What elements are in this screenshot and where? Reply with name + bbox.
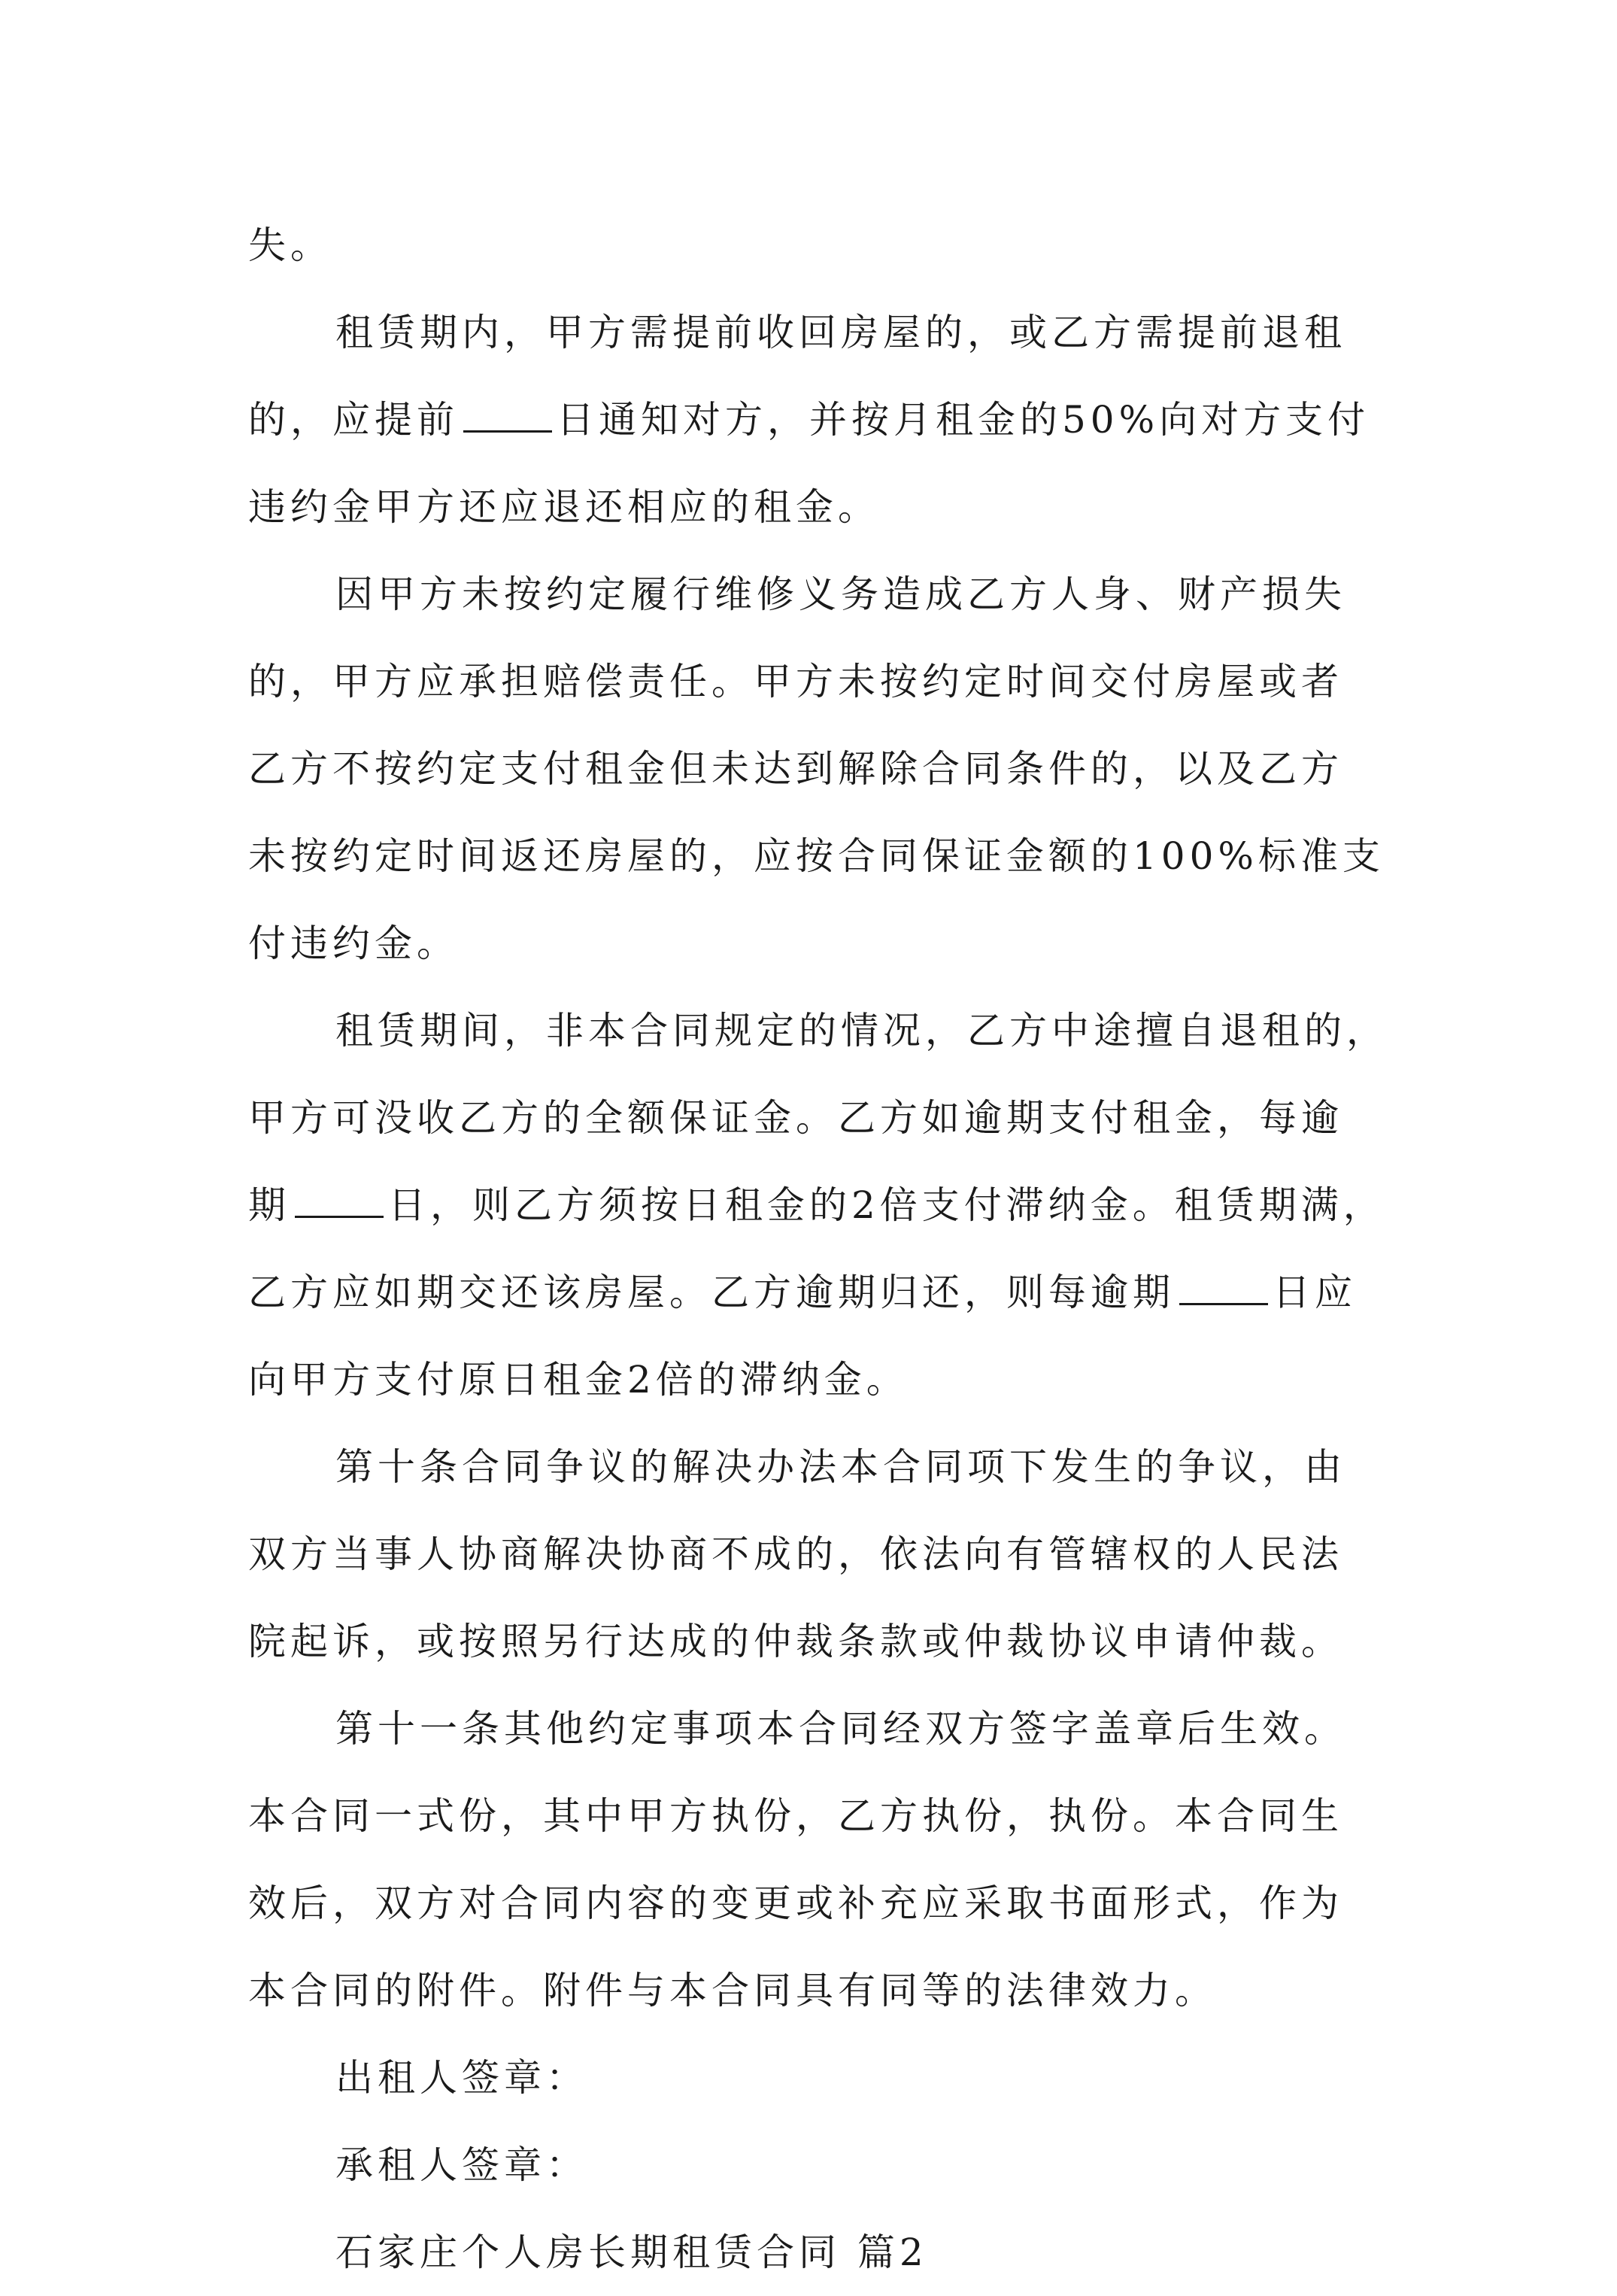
lessor-signature-label: 出租人签章： bbox=[335, 2056, 588, 2100]
paragraph-line: 未按约定时间返还房屋的，应按合同保证金额的100%标准支 bbox=[248, 834, 1385, 878]
paragraph-line: 违约金甲方还应退还相应的租金。 bbox=[248, 485, 880, 529]
paragraph-line: 双方当事人协商解决协商不成的，依法向有管辖权的人民法 bbox=[248, 1532, 1343, 1576]
paragraph-line bbox=[248, 1249, 1391, 1336]
paragraph-line bbox=[248, 376, 1391, 463]
paragraph-line: 本合同的附件。附件与本合同具有同等的法律效力。 bbox=[248, 1969, 1217, 2012]
paragraph-line: 第十条合同争议的解决办法本合同项下发生的争议，由 bbox=[335, 1445, 1346, 1489]
paragraph-line: 本合同一式份，其中甲方执份，乙方执份，执份。本合同生 bbox=[248, 1794, 1343, 1838]
paragraph-line: 乙方不按约定支付租金但未达到解除合同条件的，以及乙方 bbox=[248, 747, 1343, 791]
paragraph-line: 因甲方未按约定履行维修义务造成乙方人身、财产损失 bbox=[335, 572, 1346, 616]
paragraph-line: 付违约金。 bbox=[248, 922, 459, 965]
line-text: 的，应提前 bbox=[248, 398, 459, 442]
line-text: 期 bbox=[248, 1183, 290, 1227]
paragraph-line: 第十一条其他约定事项本合同经双方签字盖章后生效。 bbox=[335, 1707, 1346, 1751]
line-text: 日应 bbox=[1273, 1271, 1357, 1314]
fill-in-blank bbox=[295, 1213, 384, 1218]
line-text: 日，则乙方须按日租金的2倍支付滞纳金。租赁期满， bbox=[388, 1183, 1385, 1227]
paragraph-line: 失。 bbox=[248, 223, 332, 267]
lessee-signature-label: 承租人签章： bbox=[335, 2143, 588, 2187]
fill-in-blank bbox=[463, 427, 552, 433]
paragraph-line: 效后，双方对合同内容的变更或补充应采取书面形式，作为 bbox=[248, 1881, 1343, 1925]
document-body bbox=[248, 202, 1391, 2296]
section-title: 石家庄个人房长期租赁合同 篇2 bbox=[335, 2231, 928, 2274]
line-text: 乙方应如期交还该房屋。乙方逾期归还，则每逾期 bbox=[248, 1271, 1175, 1314]
paragraph-line bbox=[248, 1162, 1391, 1249]
line-text: 日通知对方，并按月租金的50%向对方支付 bbox=[557, 398, 1370, 442]
paragraph-line: 租赁期间，非本合同规定的情况，乙方中途擅自退租的， bbox=[335, 1009, 1388, 1052]
paragraph-line: 甲方可没收乙方的全额保证金。乙方如逾期支付租金，每逾 bbox=[248, 1096, 1343, 1140]
paragraph-line: 向甲方支付原日租金2倍的滞纳金。 bbox=[248, 1358, 909, 1402]
paragraph-line: 的，甲方应承担赔偿责任。甲方未按约定时间交付房屋或者 bbox=[248, 660, 1343, 703]
paragraph-line: 院起诉，或按照另行达成的仲裁条款或仲裁协议申请仲裁。 bbox=[248, 1620, 1343, 1663]
fill-in-blank bbox=[1179, 1300, 1268, 1305]
paragraph-line: 租赁期内，甲方需提前收回房屋的，或乙方需提前退租 bbox=[335, 311, 1346, 354]
